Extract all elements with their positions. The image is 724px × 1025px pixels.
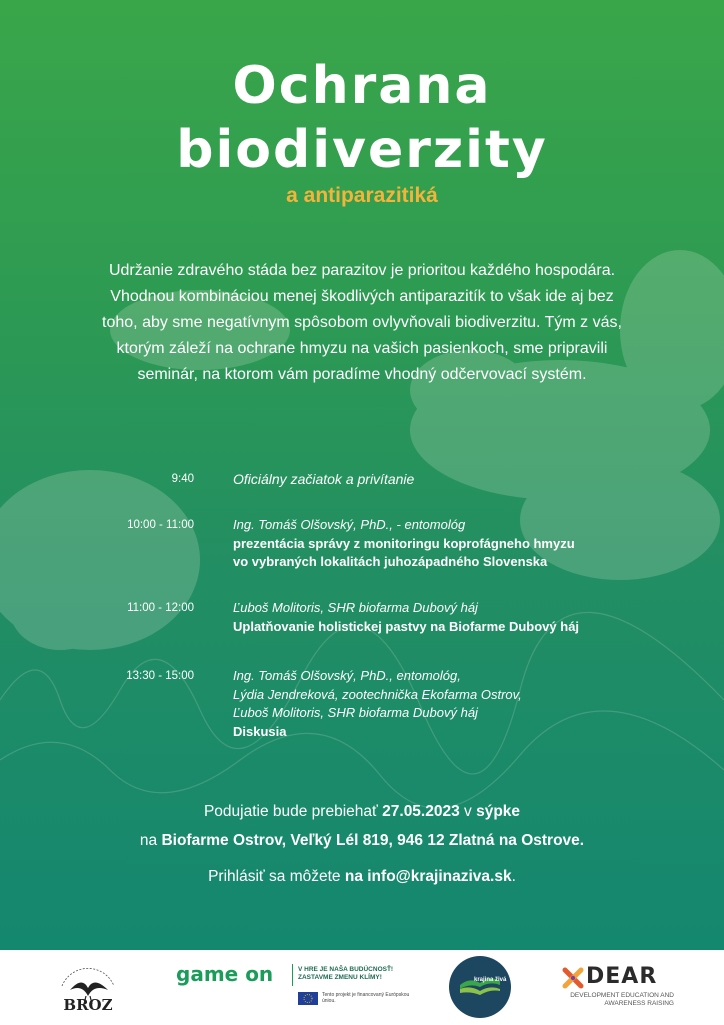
partner-logos	[0, 950, 724, 1024]
agenda-speaker: Ing. Tomáš Olšovský, PhD., entomológ,	[233, 668, 461, 683]
event-date-line	[0, 801, 724, 823]
gameon-game: game	[176, 962, 239, 986]
event-date-text: v	[459, 803, 477, 820]
event-venue: sýpke	[476, 803, 521, 820]
eu-flag-icon	[298, 992, 318, 1005]
krajina-ziva-logo	[448, 955, 512, 1019]
title-line-2: biodiverzity	[176, 120, 548, 180]
agenda-speaker: Lýdia Jendreková, zootechnička Ekofarma Ostrov,	[233, 686, 522, 702]
agenda-time: 9:40	[171, 473, 194, 485]
intro-line: toho, aby sme negatívnym spôsobom ovlyvňovali biodiverzitu. Tým z vás,	[102, 314, 622, 331]
dear-subtitle: DEVELOPMENT EDUCATION AND AWARENESS RAISING	[570, 992, 674, 1007]
krajina-ziva-text: krajina živá	[474, 977, 507, 983]
event-address-text: na	[139, 832, 162, 849]
registration-text: .	[511, 868, 516, 885]
event-address-line	[0, 830, 724, 852]
gameon-logo	[176, 962, 416, 1020]
gameon-wordmark	[176, 962, 273, 986]
subtitle: a antiparazitiká	[286, 184, 438, 207]
agenda-speaker: Ing. Tomáš Olšovský, PhD., - entomológ	[233, 517, 466, 532]
agenda-topic: Diskusia	[233, 723, 287, 739]
intro-line: Vhodnou kombináciou menej škodlivých antiparazitík to však ide aj bez	[110, 288, 614, 305]
registration-email[interactable]: na info@krajinaziva.sk	[344, 868, 512, 885]
gameon-on: on	[245, 962, 274, 986]
broz-text: BROZ	[63, 996, 113, 1014]
registration-line	[0, 866, 724, 888]
intro-line: Udržanie zdravého stáda bez parazitov je prioritou každého hospodára.	[108, 262, 616, 279]
agenda-time: 10:00 - 11:00	[127, 519, 194, 531]
intro-line: ktorým záleží na ochrane hmyzu na vašich pasienkoch, sme pripravili	[116, 340, 608, 357]
agenda-topic: prezentácia správy z monitoringu koprofágneho hmyzu	[233, 535, 575, 551]
eu-funding-note: Tento projekt je financovaný Európskou úniou.	[322, 992, 410, 1004]
agenda-time: 11:00 - 12:00	[127, 602, 194, 614]
agenda-speaker: Ľuboš Molitoris, SHR biofarma Dubový háj	[233, 600, 478, 615]
event-date-text: Podujatie bude prebiehať	[203, 803, 383, 820]
broz-logo	[48, 956, 128, 1020]
dear-cross-icon	[562, 967, 584, 989]
event-date: 27.05.2023	[382, 803, 460, 820]
event-address: Biofarme Ostrov, Veľký Lél 819, 946 12 Zlatná na Ostrove.	[161, 832, 585, 849]
registration-text: Prihlásiť sa môžete	[208, 868, 345, 885]
gameon-tagline: V HRE JE NAŠA BUDÚCNOSŤ! ZASTAVME ZMENU KLÍMY!	[298, 966, 394, 981]
intro-paragraph	[72, 258, 652, 388]
agenda-speaker: Ľuboš Molitoris, SHR biofarma Dubový háj	[233, 705, 478, 720]
title-line-1: Ochrana	[232, 56, 492, 116]
agenda-topic: Uplatňovanie holistickej pastvy na Biofarme Dubový háj	[233, 618, 580, 634]
agenda-topic: vo vybraných lokalitách juhozápadného Slovenska	[233, 554, 548, 569]
agenda-speaker: Oficiálny začiatok a privítanie	[233, 471, 415, 487]
krajina-ziva-badge-icon	[448, 955, 512, 1019]
dear-wordmark: DEAR	[586, 964, 658, 989]
intro-line: seminár, na ktorom vám poradíme vhodný odčervovací systém.	[137, 366, 587, 383]
dear-logo	[562, 964, 682, 1014]
agenda-time: 13:30 - 15:00	[126, 670, 194, 682]
